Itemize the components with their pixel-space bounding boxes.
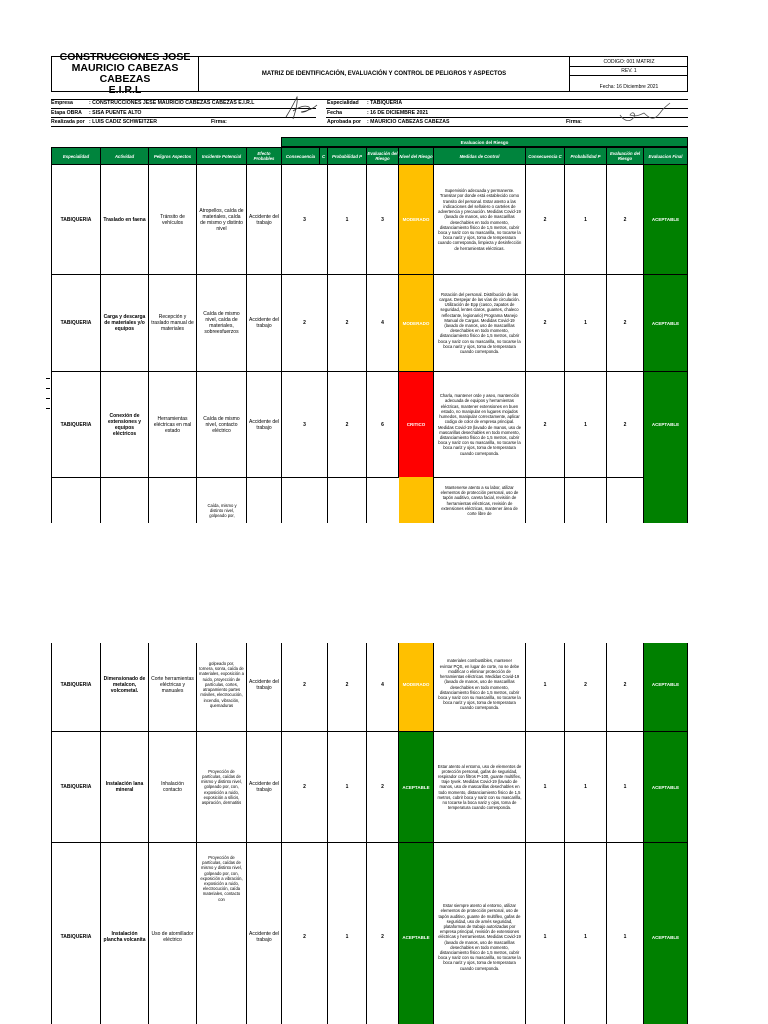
signature-1 (283, 93, 319, 123)
cell-nivel-moderado: MODERADO (398, 274, 434, 372)
fecha-label: Fecha (327, 110, 342, 116)
cell-evaluacion-2: 1 (606, 842, 644, 1024)
cell-medidas-text: evintar PQS, en lugar de corte, no se debe modificar o eliminar protección de herramientas eléctricas. Medidas Covid-19 (lavado de manos, uso de mascarillas desechables en todo momento, distanciamiento físico de 1,5 metros, cubrir boca y nariz con su mascarilla, no tocarse la boca nariz y ojos, toma de temperatura cuando corresponda. (438, 663, 521, 711)
cell-peligros: Corte herramientas eléctricas y manuales (148, 643, 197, 732)
cell-actividad: Dimensionado de metalcon, volcometal. (100, 643, 149, 732)
cell-actividad: Instalación plancha volcanita (100, 842, 149, 1024)
cell-consecuencia: 3 (281, 164, 328, 275)
signature-2 (616, 101, 671, 127)
cell-final-aceptable (644, 477, 687, 523)
realizada-value: : LUIS CADIZ SCHWEITZER (89, 119, 158, 125)
cell-nivel-critico: CRITICO (398, 371, 434, 478)
company-line-2: MAURICIO CABEZAS CABEZAS (71, 62, 179, 85)
col-final: Evaluacion Final (643, 147, 688, 165)
cell-efecto: Accidente del trabajo (246, 842, 282, 1024)
table-row (51, 164, 688, 275)
document-date: Fecha: 16 Diciembre 2021 (599, 83, 659, 90)
col-peligros: Peligros Aspectos (148, 147, 197, 165)
table-row (51, 731, 688, 843)
cell-medidas: Estar siempre atento al entorno, utilizar elementos de protección personal, uso de tapón auditivo, guante de multiflex, gafas de seguridad, uso de arnés seguridad, plataformas de trabajo autorizadas por empresa principal, revisión de extensiones eléctricas y herramientas. Medidas Covid-19 (lavado de manos, uso de mascarillas desechables en todo momento, distanciamiento físico de 1,5 metros, cubrir boca y nariz con su mascarilla, no tocarse la boca nariz y ojos, toma de temperatura cuando corresponda. (433, 842, 526, 1024)
cell-evaluacion: 4 (366, 274, 399, 372)
cell-consecuencia-2: 2 (525, 371, 565, 478)
col-probabilidad: Probabilidad P (327, 147, 367, 165)
cell-consecuencia-2: 2 (525, 164, 565, 275)
cell-probabilidad: 1 (327, 842, 367, 1024)
especialidad-value: : TABIQUERIA (367, 100, 403, 106)
cell-peligros: Inhalación contacto (148, 731, 197, 843)
cell-probabilidad-2: 1 (564, 371, 607, 478)
firma-label-1: Firma: (211, 119, 227, 125)
cell-peligros: Recepción y traslado manual de materiales (148, 274, 197, 372)
column-headers (51, 147, 688, 165)
cell-evaluacion-2: 2 (606, 643, 644, 732)
cell-incidente-text: tornera, sonra, caída de materiales, exposición a ruido, proyección de partículas, cortes, atrapamiento partes móviles, electrocución, incendio, vibración, quemaduras (199, 666, 244, 708)
evaluacion-header: Evaluacion del Riesgo (281, 137, 688, 147)
cell-especialidad: TABIQUERIA (51, 274, 101, 372)
cell-incidente: Caída de mismo nivel, caída de materiales, sobreesfuerzos (196, 274, 247, 372)
cell-evaluacion: 2 (366, 842, 399, 1024)
info-block (51, 99, 688, 129)
cell-medidas: Charla, mantener orde y aseo, mantención adecuada de equipos y herramientas eléctricas, mantener extensiones en buen estado, no manipular en lugares mojados humedos, manipular correctamente, aplicar codigo de color de empresa principal. Medidas Covid-19 (lavado de manos, uso de mascarillas desechables en todo momento, distanciamiento físico de 1,5 metros, cubrir boca y nariz con su mascarilla, no tocarse la boca nariz y ojos, toma de temperatura cuando corresponda. (433, 371, 526, 478)
table-row (51, 842, 688, 1024)
cell-medidas: Supervisión adecuada y permanente. Transitar por donde está establecido como transito del personal. Estar atento a las indicaciones del señalero o carteles de advertencia y precaución. Medidas Covid-19 (lavado de manos, uso de mascarillas desechables en todo momento, distanciamiento físico de 1,5 metros, cubrir boca y nariz con su mascarilla, no tocarse la boca nariz y ojos, toma de temperatura cuando corresponda, limpieza y desinfección de herramientas eléctricas. (433, 164, 526, 275)
cell-consecuencia-2: 1 (525, 731, 565, 843)
cell-medidas-partial: Mantenerse atento a su labor, utilizar elementos de protección personal, uso de tapón auditivo, careta facial, revisión de herramientas eléctricas, revisión de extensiones eléctricas, mantener área de corte libre de (440, 485, 519, 517)
cell-probabilidad: 1 (327, 164, 367, 275)
cell-efecto: Accidente del trabajo (246, 643, 282, 732)
document-revision: REV. 1 (621, 68, 637, 74)
cell-final-aceptable: ACEPTABLE (643, 274, 688, 372)
cell-final-aceptable: ACEPTABLE (643, 371, 688, 478)
col-consecuencia: Consecuencia (281, 147, 320, 165)
col-actividad: Actividad (100, 147, 149, 165)
cell-evaluacion: 4 (366, 643, 399, 732)
cell-probabilidad-2: 2 (564, 643, 607, 732)
fecha-value: : 16 DE DICIEMBRE 2021 (367, 110, 429, 116)
col-c: C (319, 147, 328, 165)
col-probabilidad-2: Probabilidad P (564, 147, 607, 165)
cell-peligros: Herramientas eléctricas en mal estado (148, 371, 197, 478)
matrix-table-page-1 (51, 137, 688, 523)
cell-actividad: Conexión de extensiones y equipos eléctricos (100, 371, 149, 478)
cell-efecto: Accidente del trabajo (246, 164, 282, 275)
cell-medidas (433, 643, 526, 732)
cell-actividad: Traslado en faena (100, 164, 149, 275)
cell-consecuencia-2: 1 (525, 842, 565, 1024)
cell-incidente (196, 643, 247, 732)
cell-final-aceptable: ACEPTABLE (643, 731, 688, 843)
cell-evaluacion: 6 (366, 371, 399, 478)
realizada-label: Realizada por (51, 119, 85, 125)
col-medidas: Medidas de Control (433, 147, 526, 165)
cell-incidente-partial: Caída, mismo y distinto nivel, golpeado por, (207, 503, 237, 519)
cell-probabilidad-2: 1 (564, 164, 607, 275)
cell-evaluacion: 3 (366, 164, 399, 275)
cell-especialidad: TABIQUERIA (51, 643, 101, 732)
cell-probabilidad: 2 (327, 274, 367, 372)
firma-label-2: Firma: (566, 119, 582, 125)
cell-probabilidad: 2 (327, 371, 367, 478)
cell-final-aceptable: ACEPTABLE (643, 842, 688, 1024)
cell-evaluacion-2: 2 (606, 371, 644, 478)
cell-consecuencia: 2 (281, 643, 328, 732)
cell-nivel-aceptable: ACEPTABLE (398, 842, 434, 1024)
cell-actividad: Carga y descarga de materiales y/o equipos (100, 274, 149, 372)
table-row (51, 643, 688, 732)
company-line-1: CONSTRUCCIONES JOSE (59, 51, 191, 63)
cell-incidente: Proyección de partículas, caídas de mismo y distinto nivel, golpeado por, con, exposición a vibración, exposición a ruido, electrocución, caída materiales, contacto con (196, 842, 247, 1024)
table-row (51, 274, 688, 372)
col-consecuencia-2: Consecuencia C (525, 147, 565, 165)
cell-peligros: Tránsito de vehículos (148, 164, 197, 275)
cell-especialidad: TABIQUERIA (51, 164, 101, 275)
header-box (51, 51, 688, 96)
col-evaluacion-2: Evaluación del Riesgo (606, 147, 644, 165)
margin-marks (46, 378, 50, 418)
cell-consecuencia: 2 (281, 274, 328, 372)
col-incidente: Incidente Potencial (196, 147, 247, 165)
cell-especialidad: TABIQUERIA (51, 842, 101, 1024)
cell-medidas: Estar atento al entorno, uso de elementos de protección personal, gafas de seguridad, respirador con filtros P-100, guante multiflex, traje tyvek. Medidas Covid-19 (lavado de manos, uso de mascarillas desechables en todo momento, distanciamiento físico de 1,5 metros, cubrir boca y nariz con su mascarilla, no tocarse la boca nariz y ojos, toma de temperatura cuando corresponda. (433, 731, 526, 843)
document-title: MATRIZ DE IDENTIFICACIÓN, EVALUACIÓN Y CONTROL DE PELIGROS Y ASPECTOS (261, 71, 507, 77)
empresa-label: Empresa (51, 100, 73, 106)
cell-probabilidad: 2 (327, 643, 367, 732)
cell-evaluacion-2: 2 (606, 164, 644, 275)
cell-especialidad: TABIQUERIA (51, 731, 101, 843)
cell-evaluacion-2: 2 (606, 274, 644, 372)
cell-probabilidad-2: 1 (564, 274, 607, 372)
cell-incidente: Proyección de partículas, caídas de mismo y distinto nivel, golpeado por, con, exposición a ruido, exposición a sílicis, aspiración, dermatitis (196, 731, 247, 843)
matrix-table-page-2 (51, 643, 688, 1024)
aprobada-value: : MAURICIO CABEZAS CABEZAS (367, 119, 450, 125)
cell-incidente: Atropellos, caída de materiales, caída de mismo y distinto nivel (196, 164, 247, 275)
col-efecto: Efecto Probables (246, 147, 282, 165)
cell-medidas: Rotación del personal. Distribución de las cargas. Despejar de las vías de circulación. Utilización de Epp (casco, zapatos de seguridad, lentes claros, guantes, chaleco reflectante, legionario) Programa Manejo Manual de Cargas. Medidas Covid-19 (lavado de manos, uso de mascarillas desechables en todo momento, distanciamiento físico de 1,5 metros, cubrir boca y nariz con su mascarilla, no tocarse la boca nariz y ojos, toma de temperatura cuando corresponda. (433, 274, 526, 372)
cell-final-aceptable: ACEPTABLE (643, 164, 688, 275)
cell-probabilidad-2: 1 (564, 842, 607, 1024)
table-row-partial (51, 477, 688, 523)
cell-efecto: Accidente del trabajo (246, 274, 282, 372)
company-line-3: E.I.R.L (108, 84, 142, 96)
cell-efecto: Accidente del trabajo (246, 371, 282, 478)
cell-consecuencia-2: 1 (525, 643, 565, 732)
cell-incidente: Caída de mismo nivel, contacto eléctrico (196, 371, 247, 478)
cell-consecuencia: 2 (281, 731, 328, 843)
cell-probabilidad-2: 1 (564, 731, 607, 843)
cell-final-aceptable: ACEPTABLE (643, 643, 688, 732)
cell-consecuencia-2: 2 (525, 274, 565, 372)
cell-probabilidad: 1 (327, 731, 367, 843)
col-especialidad: Especialidad (51, 147, 101, 165)
cell-actividad: Instalación lana mineral (100, 731, 149, 843)
especialidad-label: Especialidad (327, 100, 359, 106)
cell-peligros: Uso de atornillador eléctrico (148, 842, 197, 1024)
cell-consecuencia: 2 (281, 842, 328, 1024)
cell-evaluacion: 2 (366, 731, 399, 843)
cell-consecuencia: 3 (281, 371, 328, 478)
cell-especialidad: TABIQUERIA (51, 371, 101, 478)
etapa-label: Etapa OBRA (51, 110, 82, 116)
cell-incidente-top: golpeado por, (208, 661, 235, 667)
etapa-value: : SISA PUENTE ALTO (89, 110, 142, 116)
cell-nivel-aceptable: ACEPTABLE (398, 731, 434, 843)
cell-nivel-moderado (399, 477, 433, 523)
cell-efecto: Accidente del trabajo (246, 731, 282, 843)
company-name (52, 51, 198, 96)
cell-nivel-moderado: MODERADO (398, 643, 434, 732)
col-evaluacion: Evaluación del Riesgo (366, 147, 399, 165)
cell-evaluacion-2: 1 (606, 731, 644, 843)
cell-medidas-top: materiales combustibles, mantener (447, 658, 512, 664)
table-row (51, 371, 688, 478)
document-code: CODIGO: 001 MATRIZ (603, 58, 655, 65)
empresa-value: : CONSTRUCCIONES JESE MAURICIO CABEZAS CABEZAS E.I.R.L (89, 100, 255, 106)
col-nivel: Nivel del Riesgo (398, 147, 434, 165)
aprobada-label: Aprobada por (327, 119, 362, 125)
cell-nivel-moderado: MODERADO (398, 164, 434, 275)
